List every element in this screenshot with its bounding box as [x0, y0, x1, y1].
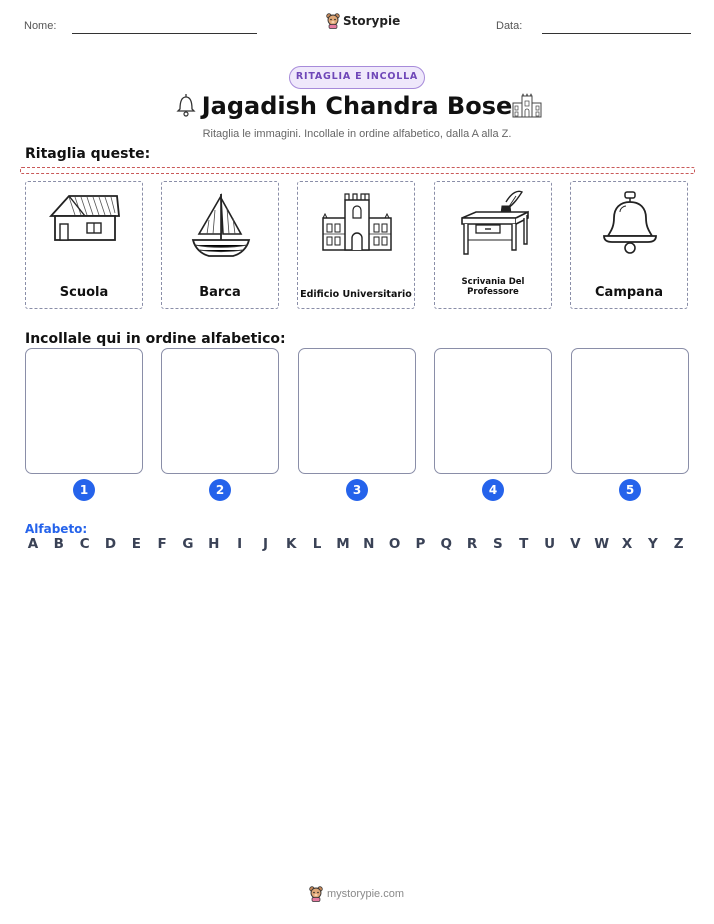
name-label: Nome:	[24, 20, 57, 32]
university-building-icon	[319, 188, 395, 254]
alphabet-letter: F	[157, 536, 167, 552]
bear-mascot-icon	[309, 886, 323, 902]
school-house-icon	[47, 188, 123, 252]
alphabet-letter: X	[621, 536, 633, 552]
alphabet-heading: Alfabeto:	[25, 522, 88, 536]
alphabet-letter: C	[79, 536, 90, 552]
cut-card-school[interactable]	[25, 181, 143, 309]
cut-card-desk[interactable]	[434, 181, 552, 309]
alphabet-letter: K	[286, 536, 297, 552]
card-label-desk: Scrivania Del Professore	[461, 277, 525, 297]
alphabet-row	[26, 536, 686, 552]
paste-slot-4[interactable]	[434, 348, 552, 474]
alphabet-letter: V	[570, 536, 581, 552]
alphabet-letter: Z	[673, 536, 684, 552]
sailboat-icon	[183, 188, 259, 260]
alphabet-letter: S	[493, 536, 503, 552]
instructions: Ritaglia le immagini. Incollale in ordine alfabetico, dalla A alla Z.	[202, 128, 512, 140]
alphabet-letter: Q	[440, 536, 452, 552]
bear-mascot-icon	[326, 13, 340, 29]
cut-card-bell[interactable]	[570, 181, 688, 309]
footer-url[interactable]: mystorypie.com	[327, 888, 405, 900]
card-label-university: Edificio Universitario	[300, 289, 412, 300]
slot-number-4: 4	[482, 479, 504, 501]
slot-number-1: 1	[73, 479, 95, 501]
slot-number-2: 2	[209, 479, 231, 501]
alphabet-letter: Y	[647, 536, 658, 552]
alphabet-letter: H	[208, 536, 220, 552]
name-line[interactable]	[72, 33, 257, 34]
date-line[interactable]	[542, 33, 691, 34]
alphabet-letter: O	[388, 536, 401, 552]
bell-icon	[592, 188, 668, 256]
footer	[309, 886, 404, 902]
paste-slot-1[interactable]	[25, 348, 143, 474]
cut-card-university[interactable]	[297, 181, 415, 309]
alphabet-letter: T	[519, 536, 529, 552]
desk-icon	[456, 188, 532, 258]
card-label-boat: Barca	[199, 285, 241, 300]
alphabet-letter: A	[27, 536, 39, 552]
brand-logo	[326, 13, 400, 29]
cut-line	[20, 167, 695, 174]
alphabet-letter: L	[312, 536, 322, 552]
alphabet-letter: E	[131, 536, 141, 552]
page-title: Jagadish Chandra Bose	[201, 92, 513, 120]
date-label: Data:	[496, 20, 523, 32]
alphabet-letter: W	[594, 536, 610, 552]
alphabet-letter: M	[336, 536, 350, 552]
cut-heading: Ritaglia queste:	[25, 146, 151, 162]
alphabet-letter: J	[262, 536, 268, 552]
slot-number-3: 3	[346, 479, 368, 501]
alphabet-letter: U	[544, 536, 556, 552]
university-building-icon	[511, 93, 543, 119]
alphabet-letter: I	[237, 536, 243, 552]
alphabet-letter: N	[363, 536, 375, 552]
alphabet-letter: P	[415, 536, 426, 552]
paste-slot-3[interactable]	[298, 348, 416, 474]
alphabet-letter: D	[104, 536, 117, 552]
brand-name: Storypie	[343, 14, 401, 28]
card-label-bell: Campana	[595, 285, 663, 300]
paste-slot-5[interactable]	[571, 348, 689, 474]
activity-badge: RITAGLIA E INCOLLA	[289, 66, 425, 89]
card-label-school: Scuola	[59, 285, 109, 300]
alphabet-letter: G	[182, 536, 194, 552]
paste-heading: Incollale qui in ordine alfabetico:	[25, 331, 286, 347]
cut-card-boat[interactable]	[161, 181, 279, 309]
slot-number-5: 5	[619, 479, 641, 501]
paste-slot-2[interactable]	[161, 348, 279, 474]
alphabet-letter: B	[53, 536, 64, 552]
alphabet-letter: R	[466, 536, 478, 552]
